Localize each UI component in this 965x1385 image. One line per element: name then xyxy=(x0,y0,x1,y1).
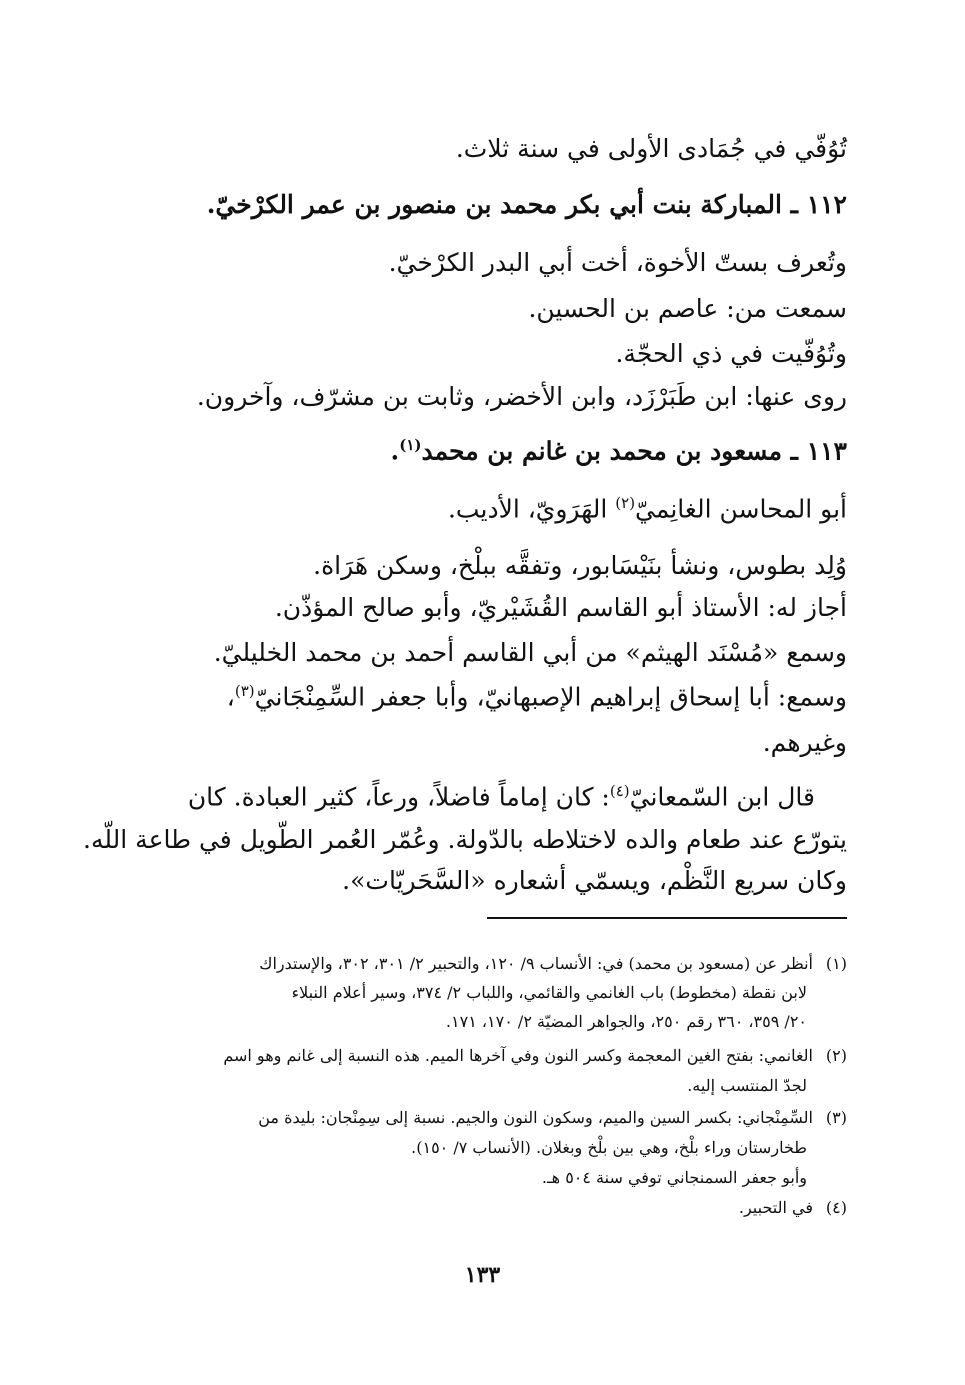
footnote-2-line-2: لجدّ المنتسب إليه. xyxy=(687,1076,807,1095)
footnote-1-number: (١) xyxy=(825,954,847,973)
body-line-10: أجاز له: الأستاذ أبو القاسم القُشَيْريّ، وأبو صالح المؤذّن. xyxy=(274,593,847,622)
footnote-3-number: (٣) xyxy=(825,1108,847,1127)
entry-heading-113-end: . xyxy=(390,436,400,466)
body-line-6: روى عنها: ابن طَبَرْزَد، وابن الأخضر، وثابت بن مشرّف، وآخرون. xyxy=(196,382,847,411)
body-line-12 xyxy=(118,682,847,712)
body-line-13: وغيرهم. xyxy=(762,728,847,757)
footnote-1-line-3: ٢٠/ ٣٥٩، ٣٦٠ رقم ٢٥٠، والجواهر المضيّة ٢/ ١٧٠، ١٧١. xyxy=(445,1012,807,1031)
body-line-15: يتورّع عند طعام والده لاختلاطه بالدّولة. وعُمّر العُمر الطّويل في طاعة اللّه. xyxy=(83,825,847,854)
footnote-ref-2: (٢) xyxy=(615,494,636,512)
entry-heading-112: ١١٢ ـ المباركة بنت أبي بكر محمد بن منصور بن عمر الكرْخيّ. xyxy=(206,190,847,219)
footnote-3-line-2: طخارستان وراء بلْخ، وهي بين بلْخ وبغلان. (الأنساب ٧/ ١٥٠). xyxy=(411,1138,807,1157)
footnote-3-line-1 xyxy=(118,1108,847,1128)
body-line-14-b: : كان إماماً فاضلاً، ورعاً، كثير العبادة. كان xyxy=(187,782,610,812)
footnote-2-number: (٢) xyxy=(825,1046,847,1065)
footnote-1-line-2: لابن نقطة (مخطوط) باب الغانمي والقائمي، واللباب ٢/ ٣٧٤، وسير أعلام النبلاء xyxy=(291,983,807,1002)
body-line-12-a: وسمع: أبا إسحاق إبراهيم الإصبهانيّ، وأبا جعفر السِّمِنْجَانيّ xyxy=(254,682,847,712)
footnote-4-text-1: في التحبير. xyxy=(738,1198,813,1217)
entry-heading-113 xyxy=(118,436,847,466)
body-line-11: وسمع «مُسْنَد الهيثم» من أبي القاسم أحمد بن محمد الخليليّ. xyxy=(213,638,847,667)
footnote-3-text-1: السِّمِنْجاني: بكسر السين والميم، وسكون النون والجيم. نسبة إلى سِمِنْجان: بليدة من xyxy=(258,1108,813,1127)
body-line-1: تُوُفّي في جُمَادى الأولى في سنة ثلاث. xyxy=(455,134,847,163)
footnote-4-line-1 xyxy=(118,1198,847,1218)
body-line-8-b: الهَرَويّ، الأديب. xyxy=(447,494,616,524)
body-line-5: وتُوُفّيت في ذي الحجّة. xyxy=(615,339,847,368)
body-line-12-b: ، xyxy=(226,682,235,712)
footnote-2-line-1 xyxy=(118,1046,847,1066)
body-line-14-a: قال ابن السّمعانيّ xyxy=(629,782,815,812)
footnote-4-number: (٤) xyxy=(825,1198,847,1217)
footnote-ref-4: (٤) xyxy=(609,782,630,800)
body-line-3: وتُعرف بستّ الأخوة، أخت أبي البدر الكرْخيّ. xyxy=(388,248,847,277)
body-line-8 xyxy=(118,494,847,524)
body-line-8-a: أبو المحاسن الغانِميّ xyxy=(635,494,847,524)
body-line-16: وكان سريع النَّظْم، ويسمّي أشعاره «السَّحَريّات». xyxy=(342,866,847,895)
footnote-1-text-1: أنظر عن (مسعود بن محمد) في: الأنساب ٩/ ١٢٠، والتحبير ٢/ ٣٠١، ٣٠٢، والإستدراك xyxy=(259,954,813,973)
footnote-separator xyxy=(487,917,847,919)
body-line-14 xyxy=(118,782,815,812)
footnote-3-line-3: وأبو جعفر السمنجاني توفي سنة ٥٠٤ هـ. xyxy=(541,1168,807,1187)
footnote-ref-3: (٣) xyxy=(234,682,255,700)
footnote-2-text-1: الغانمي: بفتح الغين المعجمة وكسر النون وفي آخرها الميم. هذه النسبة إلى غانم وهو اسم xyxy=(223,1046,813,1065)
entry-heading-113-text: ١١٣ ـ مسعود بن محمد بن غانم بن محمد xyxy=(421,436,847,466)
page-number: ١٣٣ xyxy=(464,1262,501,1288)
body-line-9: وُلِد بطوس، ونشأ بنَيْسَابور، وتفقَّه ببلْخ، وسكن هَرَاة. xyxy=(313,551,847,580)
body-line-4: سمعت من: عاصم بن الحسين. xyxy=(528,294,847,323)
footnote-ref-1: (١) xyxy=(399,436,422,454)
footnote-1-line-1 xyxy=(118,954,847,974)
